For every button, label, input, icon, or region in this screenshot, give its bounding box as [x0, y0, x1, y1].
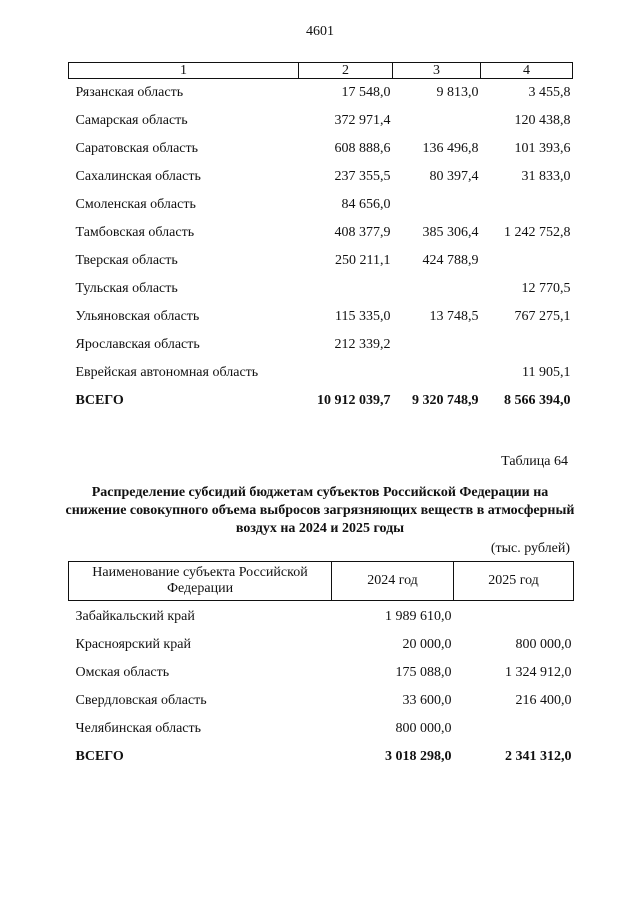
value-col2	[299, 359, 393, 387]
value-2025: 1 324 912,0	[505, 665, 572, 680]
value-col3: 136 496,8	[422, 141, 479, 156]
region-name: Тверская область	[75, 253, 178, 268]
region-name: Тульская область	[75, 281, 178, 296]
table-row	[69, 715, 574, 743]
column-header-2025: 2025 год	[454, 562, 574, 601]
table-caption: Распределение субсидий бюджетам субъектов Российской Федерации на снижение совокупного объема выбросов загрязняющих веществ в атмосферный воздух на 2024 и 2025 годы	[65, 485, 575, 536]
table-row	[69, 275, 573, 303]
column-header-region: Наименование субъекта Российской Федерации	[69, 562, 332, 601]
table-number-label: Таблица 64	[501, 454, 568, 469]
table-row	[69, 359, 573, 387]
value-col2: 84 656,0	[341, 197, 391, 212]
value-col4	[481, 191, 573, 219]
table-row	[69, 191, 573, 219]
value-2024: 1 989 610,0	[385, 609, 452, 624]
value-col2	[299, 275, 393, 303]
table-header-row	[69, 562, 574, 601]
region-name: Рязанская область	[75, 85, 184, 100]
value-col4: 1 242 752,8	[504, 225, 571, 240]
table-row	[69, 219, 573, 247]
value-2025	[454, 601, 574, 632]
value-col4: 767 275,1	[514, 309, 571, 324]
column-header-4: 4	[481, 63, 573, 79]
region-name: Смоленская область	[75, 197, 196, 212]
value-col4: 101 393,6	[514, 141, 571, 156]
region-name: Ульяновская область	[75, 309, 200, 324]
table-row	[69, 631, 574, 659]
total-label: ВСЕГО	[75, 749, 124, 764]
region-name: Красноярский край	[75, 637, 191, 652]
total-label: ВСЕГО	[75, 393, 124, 408]
value-col2: 237 355,5	[334, 169, 391, 184]
total-col4: 8 566 394,0	[504, 393, 571, 408]
table-row	[69, 687, 574, 715]
value-col3: 13 748,5	[429, 309, 479, 324]
value-col2: 212 339,2	[334, 337, 391, 352]
table-row	[69, 135, 573, 163]
table-row	[69, 107, 573, 135]
table-row	[69, 247, 573, 275]
value-col2: 115 335,0	[335, 309, 391, 324]
subsidies-table	[68, 561, 574, 771]
value-col2: 250 211,1	[335, 253, 391, 268]
page-number: 4601	[306, 24, 334, 39]
total-2024: 3 018 298,0	[385, 749, 452, 764]
region-name: Еврейская автономная область	[75, 365, 259, 380]
region-name: Сахалинская область	[75, 169, 201, 184]
table-row	[69, 79, 573, 108]
column-header-2: 2	[299, 63, 393, 79]
total-row	[69, 743, 574, 771]
value-col3: 80 397,4	[429, 169, 479, 184]
table-row	[69, 303, 573, 331]
column-header-1: 1	[69, 63, 299, 79]
value-col4: 31 833,0	[521, 169, 571, 184]
value-col3	[393, 191, 481, 219]
table-row	[69, 601, 574, 632]
value-2024: 20 000,0	[402, 637, 452, 652]
value-col2: 17 548,0	[341, 85, 391, 100]
value-2024: 800 000,0	[395, 721, 452, 736]
total-2025: 2 341 312,0	[505, 749, 572, 764]
region-name: Тамбовская область	[75, 225, 195, 240]
total-col2: 10 912 039,7	[317, 393, 391, 408]
value-col3	[393, 275, 481, 303]
region-name: Челябинская область	[75, 721, 201, 736]
value-col4: 12 770,5	[521, 281, 571, 296]
value-col2: 372 971,4	[334, 113, 391, 128]
value-col3	[393, 331, 481, 359]
units-label: (тыс. рублей)	[490, 541, 570, 556]
total-col3: 9 320 748,9	[412, 393, 479, 408]
value-col2: 408 377,9	[334, 225, 391, 240]
value-col3: 424 788,9	[422, 253, 479, 268]
regions-table-continued	[68, 62, 573, 415]
region-name: Саратовская область	[75, 141, 199, 156]
column-header-3: 3	[393, 63, 481, 79]
region-name: Свердловская область	[75, 693, 207, 708]
value-2025: 800 000,0	[515, 637, 572, 652]
table-row	[69, 659, 574, 687]
value-col3: 9 813,0	[436, 85, 479, 100]
value-col4: 3 455,8	[528, 85, 571, 100]
value-2024: 175 088,0	[395, 665, 452, 680]
value-col4: 11 905,1	[522, 365, 571, 380]
value-2025	[454, 715, 574, 743]
value-col2: 608 888,6	[334, 141, 391, 156]
value-2025: 216 400,0	[515, 693, 572, 708]
value-col4: 120 438,8	[514, 113, 571, 128]
region-name: Омская область	[75, 665, 170, 680]
table-row	[69, 331, 573, 359]
column-header-2024: 2024 год	[332, 562, 454, 601]
value-col3	[393, 359, 481, 387]
value-col3	[393, 107, 481, 135]
table-row	[69, 163, 573, 191]
value-2024: 33 600,0	[402, 693, 452, 708]
value-col4	[481, 331, 573, 359]
region-name: Самарская область	[75, 113, 188, 128]
total-row	[69, 387, 573, 415]
value-col4	[481, 247, 573, 275]
region-name: Забайкальский край	[75, 609, 195, 624]
column-number-header-row	[69, 63, 573, 79]
value-col3: 385 306,4	[422, 225, 479, 240]
region-name: Ярославская область	[75, 337, 200, 352]
